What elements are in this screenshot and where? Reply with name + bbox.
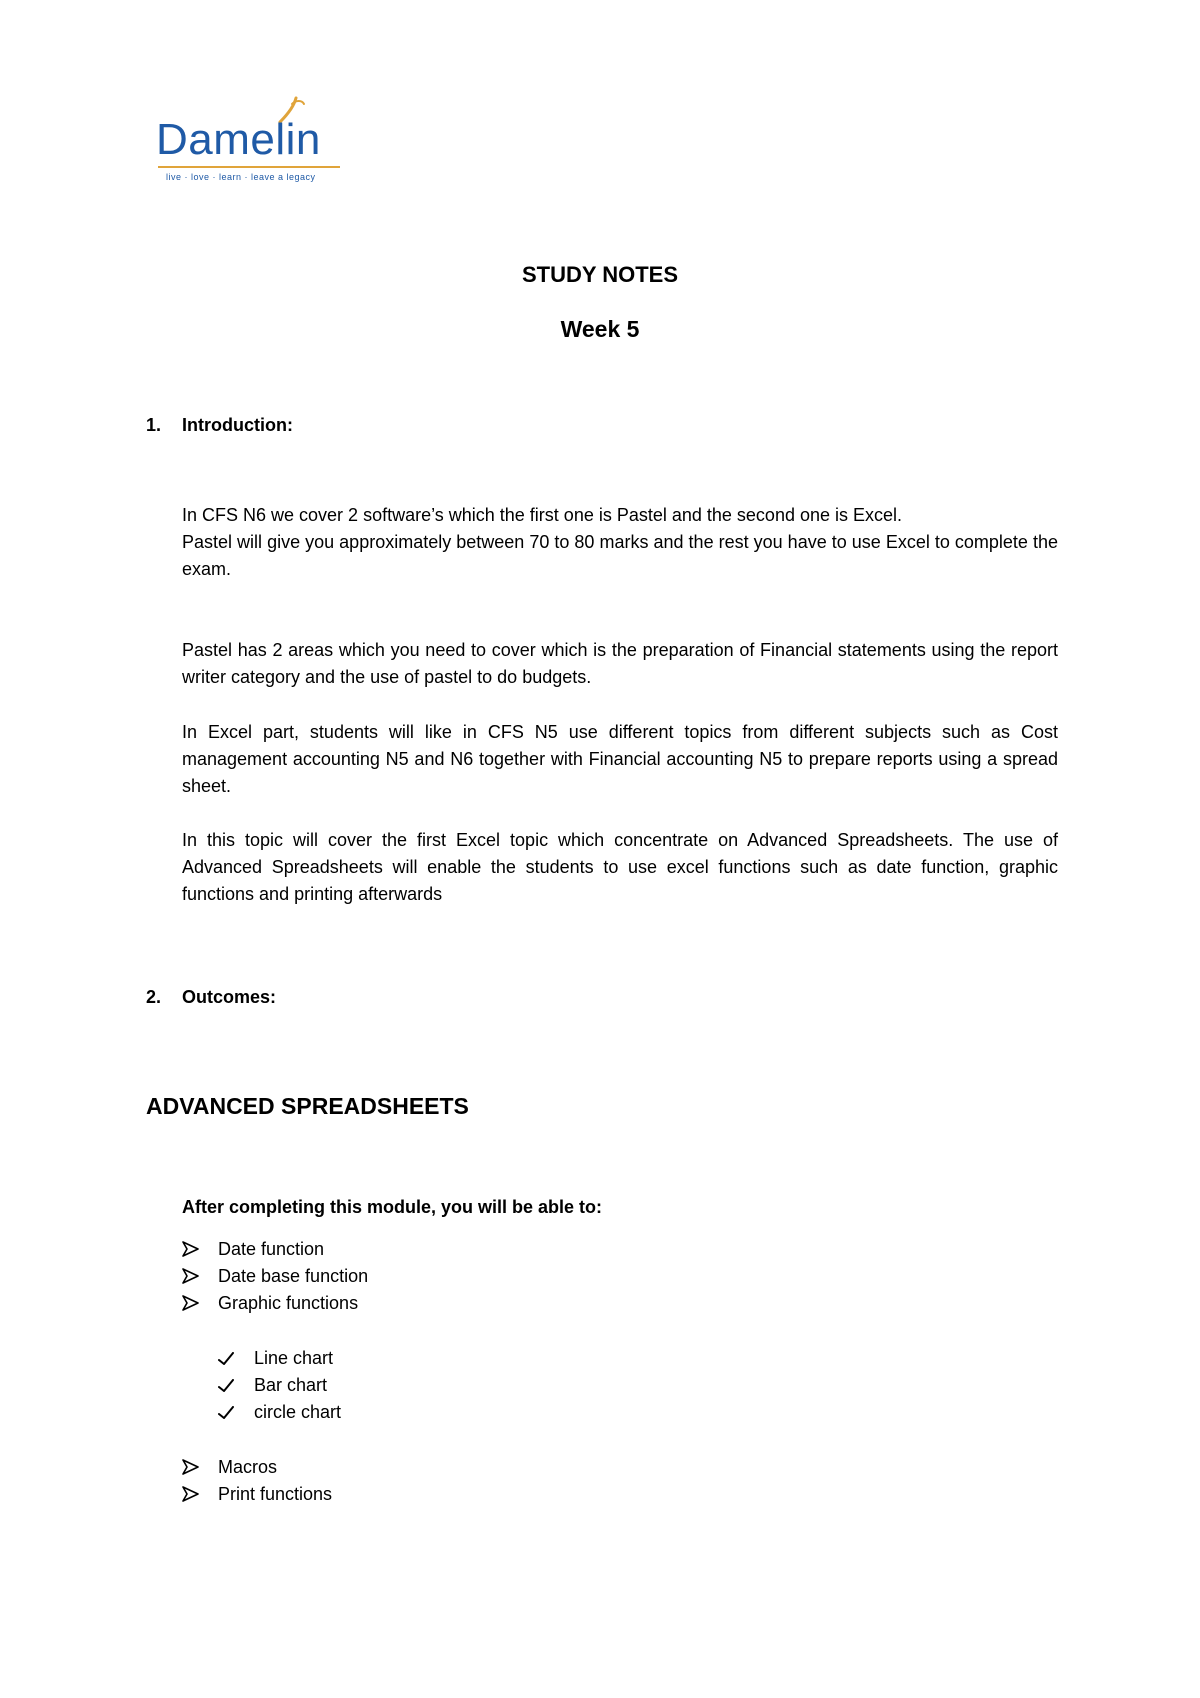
section-number: 1. (146, 415, 162, 435)
document-subtitle: Week 5 (560, 316, 640, 342)
sub-list-item-label: Line chart (254, 1348, 334, 1368)
checkmark-icon (218, 1345, 254, 1372)
paragraph: In Excel part, students will like in CFS N5 use different topics from different subjects such as Cost management accounting N5 and N6 together with Financial accounting N5 to prepare reports using a spread sheet. (182, 722, 1058, 796)
paragraph: Pastel will give you approximately between 70 to 80 marks and the rest you have to use Excel to complete the exam. (182, 532, 1058, 579)
section-heading: Introduction: (182, 415, 293, 435)
sub-list-item (218, 1399, 341, 1426)
list-item-label: Date base function (218, 1266, 369, 1286)
sub-list-item-label: Bar chart (254, 1375, 328, 1395)
list-item (182, 1290, 358, 1317)
list-item (182, 1454, 277, 1481)
checkmark-icon (218, 1399, 254, 1426)
damelin-logo (156, 96, 346, 188)
arrow-bullet-icon (182, 1454, 218, 1481)
paragraph: In this topic will cover the first Excel topic which concentrate on Advanced Spreadsheets. The use of Advanced Spreadsheets will enable the students to use excel functions such as date function, graphic functions and printing afterwards (182, 830, 1058, 904)
checkmark-icon (218, 1372, 254, 1399)
paragraph: Pastel has 2 areas which you need to cover which is the preparation of Financial statements using the report writer category and the use of pastel to do budgets. (182, 640, 1058, 687)
document-title: STUDY NOTES (521, 262, 679, 287)
arrow-bullet-icon (182, 1263, 218, 1290)
arrow-bullet-icon (182, 1236, 218, 1263)
list-item-label: Print functions (218, 1484, 333, 1504)
section-number: 2. (146, 987, 162, 1007)
sub-list-item (218, 1345, 333, 1372)
list-item (182, 1263, 368, 1290)
list-item-label: Date function (218, 1239, 325, 1259)
list-item (182, 1481, 332, 1508)
sub-list-item-label: circle chart (254, 1402, 342, 1422)
logo-wordmark: Damelin (156, 115, 321, 164)
paragraph: In CFS N6 we cover 2 software’s which the first one is Pastel and the second one is Excel. (182, 505, 903, 525)
list-item-label: Macros (218, 1457, 278, 1477)
logo-underline (158, 166, 340, 168)
module-title: ADVANCED SPREADSHEETS (146, 1093, 469, 1119)
section-heading: Outcomes: (182, 987, 277, 1007)
module-lead: After completing this module, you will be able to: (182, 1197, 603, 1217)
arrow-bullet-icon (182, 1481, 218, 1508)
list-item-label: Graphic functions (218, 1293, 359, 1313)
arrow-bullet-icon (182, 1290, 218, 1317)
sub-list-item (218, 1372, 327, 1399)
logo-tagline: live · love · learn · leave a legacy (166, 172, 316, 182)
list-item (182, 1236, 324, 1263)
